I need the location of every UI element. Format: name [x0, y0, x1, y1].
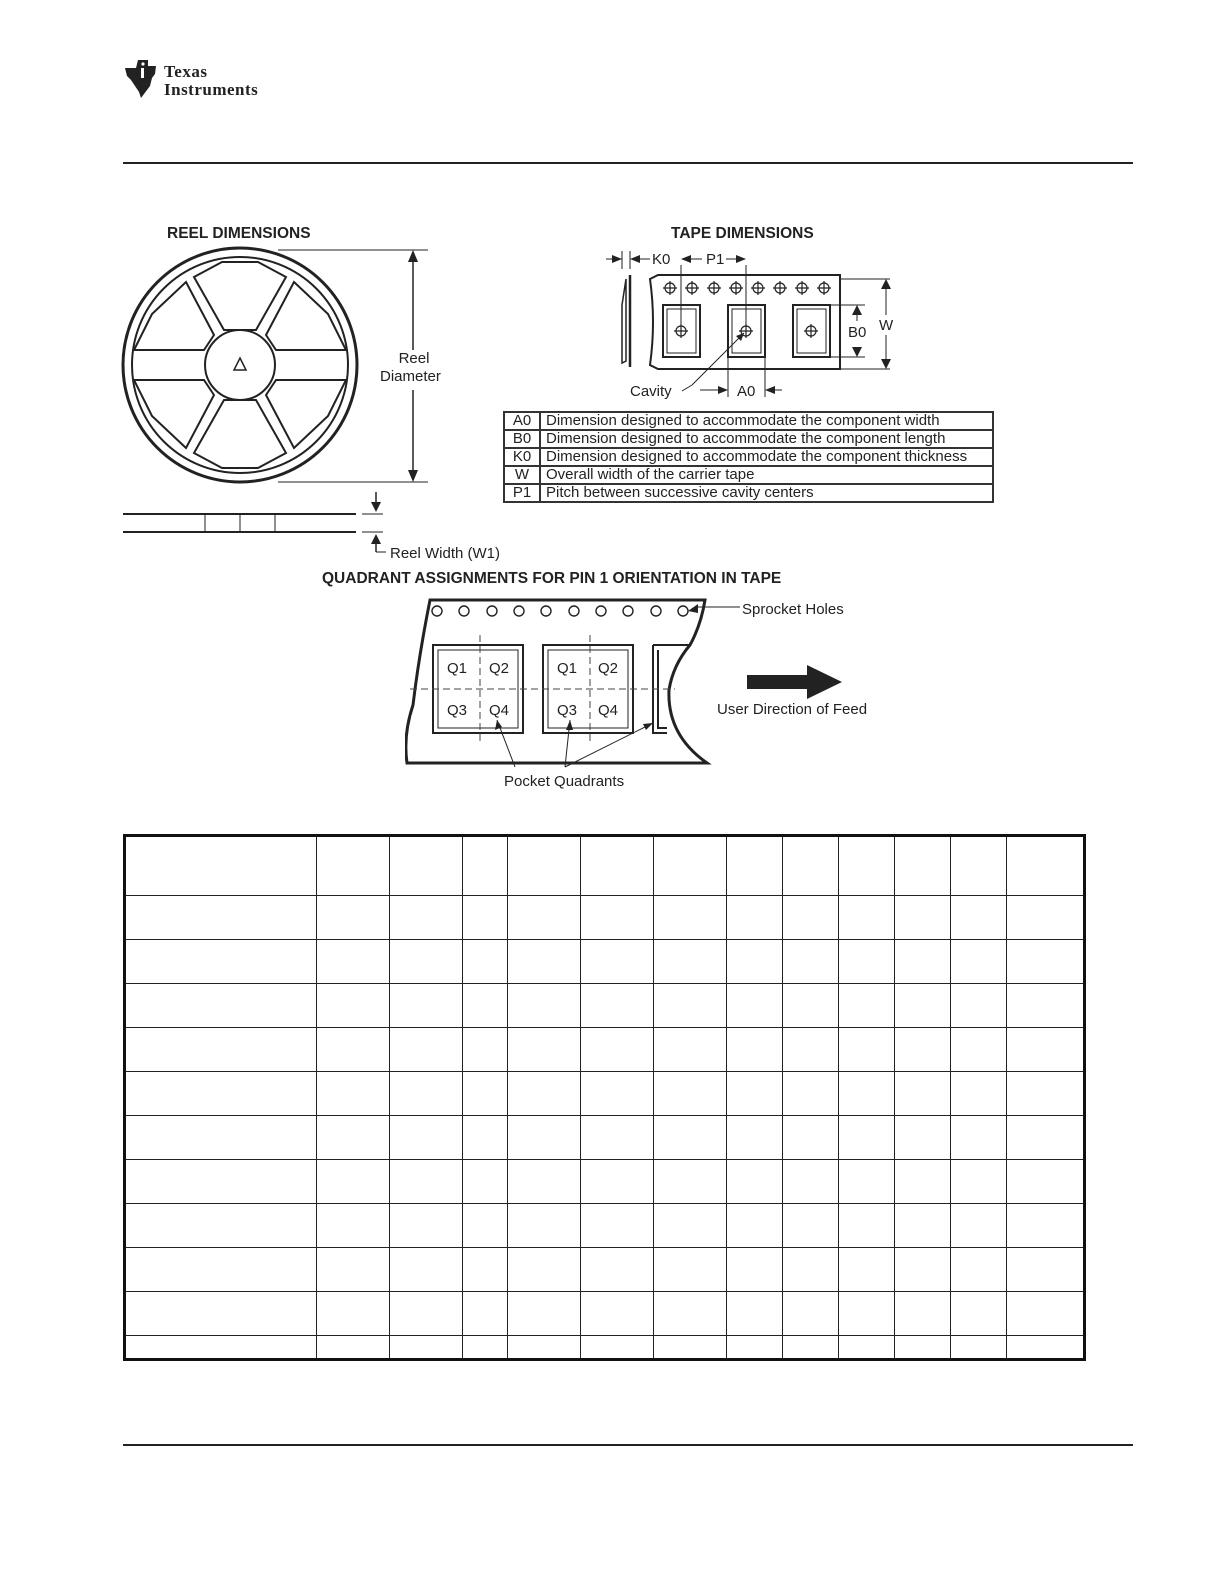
legend-row: [504, 484, 993, 502]
sprocket-holes-label: Sprocket Holes: [742, 601, 844, 618]
feed-direction-label: User Direction of Feed: [717, 701, 868, 718]
quadrant-title: QUADRANT ASSIGNMENTS FOR PIN 1 ORIENTATION IN TAPE: [322, 570, 782, 587]
table-row: [125, 896, 1085, 940]
legend-code: B0: [504, 430, 540, 448]
ti-logo: [122, 56, 297, 102]
legend-desc: Dimension designed to accommodate the component width: [540, 412, 993, 430]
legend-row: [504, 466, 993, 484]
tape-k0-label: K0: [652, 251, 671, 268]
table-header-row: [125, 836, 1085, 896]
pocket-2-q3: Q3: [557, 702, 578, 719]
quadrant-drawing: [405, 595, 855, 770]
pocket-2-q2: Q2: [598, 660, 619, 677]
table-row: [125, 1204, 1085, 1248]
table-row: [125, 1336, 1085, 1360]
legend-desc: Pitch between successive cavity centers: [540, 484, 993, 502]
legend-code: K0: [504, 448, 540, 466]
header-rule: [123, 162, 1133, 164]
table-row: [125, 984, 1085, 1028]
reel-width-label: Reel Width (W1): [390, 545, 501, 562]
table-row: [125, 1116, 1085, 1160]
reel-title: REEL DIMENSIONS: [167, 225, 311, 242]
reel-data-table: [123, 834, 1086, 1361]
legend-row: [504, 412, 993, 430]
table-row: [125, 1292, 1085, 1336]
footer-rule: [123, 1444, 1133, 1446]
legend-row: [504, 448, 993, 466]
table-row: [125, 1160, 1085, 1204]
tape-title: TAPE DIMENSIONS: [671, 225, 814, 242]
legend-code: P1: [504, 484, 540, 502]
pocket-2-q4: Q4: [598, 702, 619, 719]
tape-b0-label: B0: [848, 324, 867, 341]
logo-line-1: Texas: [164, 62, 208, 81]
legend-code: W: [504, 466, 540, 484]
pocket-1-q1: Q1: [447, 660, 468, 677]
reel-diameter-label-2: Diameter: [380, 368, 441, 385]
tape-w-label: W: [879, 317, 894, 334]
reel-diameter-label-1: Reel: [398, 350, 430, 367]
tape-p1-label: P1: [706, 251, 725, 268]
table-row: [125, 940, 1085, 984]
pocket-1-q4: Q4: [489, 702, 510, 719]
pocket-1-q3: Q3: [447, 702, 468, 719]
tape-cavity-label: Cavity: [630, 383, 672, 400]
reel-drawing: [118, 240, 538, 570]
legend-desc: Overall width of the carrier tape: [540, 466, 993, 484]
legend-code: A0: [504, 412, 540, 430]
tape-dimension-legend: [503, 411, 994, 503]
table-row: [125, 1248, 1085, 1292]
tape-a0-label: A0: [737, 383, 756, 400]
ti-logo-icon: [122, 56, 162, 100]
table-row: [125, 1072, 1085, 1116]
legend-desc: Dimension designed to accommodate the component thickness: [540, 448, 993, 466]
pocket-quadrants-label: Pocket Quadrants: [504, 773, 625, 790]
pocket-1-q2: Q2: [489, 660, 510, 677]
pocket-2-q1: Q1: [557, 660, 578, 677]
legend-desc: Dimension designed to accommodate the component length: [540, 430, 993, 448]
legend-row: [504, 430, 993, 448]
table-row: [125, 1028, 1085, 1072]
logo-line-2: Instruments: [164, 80, 259, 99]
